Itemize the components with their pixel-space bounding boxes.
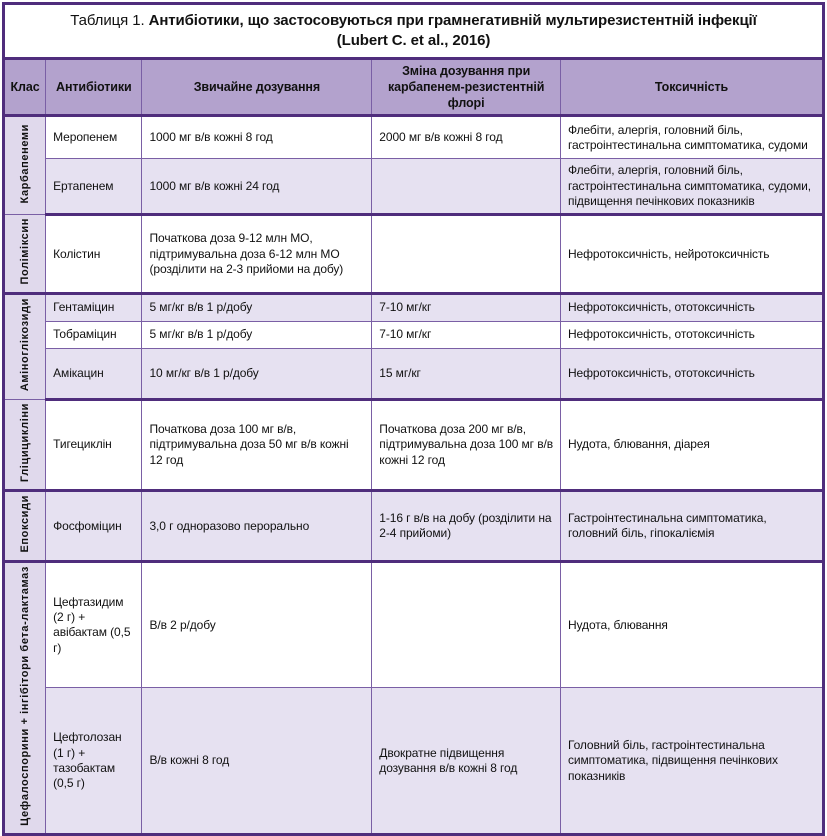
antibiotic-cell: Ертапенем bbox=[46, 159, 142, 215]
usual-dosage-cell: Початкова доза 100 мг в/в, підтримувальна доза 50 мг в/в кожні 12 год bbox=[142, 399, 372, 490]
class-cell-polymyxin bbox=[4, 215, 46, 294]
antibiotic-cell: Амікацин bbox=[46, 348, 142, 399]
resistant-dosage-cell: 2000 мг в/в кожні 8 год bbox=[372, 116, 561, 159]
table-row bbox=[4, 215, 824, 294]
table-title bbox=[4, 4, 824, 59]
usual-dosage-cell: 10 мг/кг в/в 1 р/добу bbox=[142, 348, 372, 399]
table-row bbox=[4, 294, 824, 322]
class-cell-glycylcyclines bbox=[4, 399, 46, 490]
table-row bbox=[4, 159, 824, 215]
class-cell-aminoglycosides bbox=[4, 294, 46, 400]
table-title-row bbox=[4, 4, 824, 59]
table-row bbox=[4, 321, 824, 348]
column-header-usual-dosage: Звичайне дозування bbox=[142, 59, 372, 116]
toxicity-cell: Нефротоксичність, ототоксичність bbox=[560, 321, 823, 348]
resistant-dosage-cell: 1-16 г в/в на добу (розділити на 2-4 прийоми) bbox=[372, 491, 561, 562]
class-cell-epoxides bbox=[4, 491, 46, 562]
resistant-dosage-cell bbox=[372, 562, 561, 688]
toxicity-cell: Гастроінтестинальна симптоматика, головний біль, гіпокаліємія bbox=[560, 491, 823, 562]
usual-dosage-cell: Початкова доза 9-12 млн МО, підтримувальна доза 6-12 млн МО (розділити на 2-3 прийоми на добу) bbox=[142, 215, 372, 294]
antibiotic-cell: Гентаміцин bbox=[46, 294, 142, 322]
antibiotic-cell: Тобраміцин bbox=[46, 321, 142, 348]
resistant-dosage-cell: 15 мг/кг bbox=[372, 348, 561, 399]
antibiotic-cell: Тигециклін bbox=[46, 399, 142, 490]
table-row bbox=[4, 399, 824, 490]
usual-dosage-cell: 5 мг/кг в/в 1 р/добу bbox=[142, 321, 372, 348]
toxicity-cell: Головний біль, гастроінтестинальна симптоматика, підвищення печінкових показників bbox=[560, 688, 823, 835]
antibiotic-cell: Цефтазидим (2 г) + авібактам (0,5 г) bbox=[46, 562, 142, 688]
class-label: Поліміксин bbox=[18, 218, 31, 285]
class-cell-carbapenems bbox=[4, 116, 46, 215]
table-header-row bbox=[4, 59, 824, 116]
table-title-prefix: Таблиця 1. bbox=[70, 12, 145, 29]
table-row bbox=[4, 348, 824, 399]
column-header-class: Клас bbox=[4, 59, 46, 116]
resistant-dosage-cell bbox=[372, 159, 561, 215]
antibiotic-cell: Колістин bbox=[46, 215, 142, 294]
table-title-citation: (Lubert C. et al., 2016) bbox=[336, 32, 491, 50]
class-label: Цефалоспорини + інгібітори бета-лактамаз bbox=[18, 566, 31, 826]
toxicity-cell: Нудота, блювання bbox=[560, 562, 823, 688]
toxicity-cell: Нефротоксичність, ототоксичність bbox=[560, 294, 823, 322]
class-label: Карбапенеми bbox=[18, 123, 31, 204]
resistant-dosage-cell: Початкова доза 200 мг в/в, підтримувальна доза 100 мг в/в кожні 12 год bbox=[372, 399, 561, 490]
toxicity-cell: Флебіти, алергія, головний біль, гастроінтестинальна симптоматика, судоми, підвищення печінкових показників bbox=[560, 159, 823, 215]
antibiotic-cell: Цефтолозан (1 г) + тазобактам (0,5 г) bbox=[46, 688, 142, 835]
usual-dosage-cell: 5 мг/кг в/в 1 р/добу bbox=[142, 294, 372, 322]
table-row bbox=[4, 116, 824, 159]
toxicity-cell: Нудота, блювання, діарея bbox=[560, 399, 823, 490]
usual-dosage-cell: 3,0 г одноразово перорально bbox=[142, 491, 372, 562]
table-row bbox=[4, 491, 824, 562]
class-label: Аміноглікозиди bbox=[18, 298, 31, 392]
toxicity-cell: Флебіти, алергія, головний біль, гастроінтестинальна симптоматика, судоми bbox=[560, 116, 823, 159]
antibiotics-table bbox=[2, 2, 825, 836]
toxicity-cell: Нефротоксичність, нейротоксичність bbox=[560, 215, 823, 294]
antibiotic-cell: Фосфоміцин bbox=[46, 491, 142, 562]
class-label: Гліцицикліни bbox=[18, 402, 31, 482]
toxicity-cell: Нефротоксичність, ототоксичність bbox=[560, 348, 823, 399]
column-header-antibiotics: Антибіотики bbox=[46, 59, 142, 116]
table-row bbox=[4, 688, 824, 835]
usual-dosage-cell: 1000 мг в/в кожні 24 год bbox=[142, 159, 372, 215]
usual-dosage-cell: В/в 2 р/добу bbox=[142, 562, 372, 688]
class-cell-cephalosporins bbox=[4, 562, 46, 835]
resistant-dosage-cell: Двократне підвищення дозування в/в кожні 8 год bbox=[372, 688, 561, 835]
column-header-toxicity: Токсичність bbox=[560, 59, 823, 116]
resistant-dosage-cell: 7-10 мг/кг bbox=[372, 294, 561, 322]
table-title-main: Антибіотики, що застосовуються при грамнегативній мультирезистентній інфекції bbox=[144, 12, 757, 29]
usual-dosage-cell: 1000 мг в/в кожні 8 год bbox=[142, 116, 372, 159]
table-row bbox=[4, 562, 824, 688]
antibiotic-cell: Меропенем bbox=[46, 116, 142, 159]
resistant-dosage-cell: 7-10 мг/кг bbox=[372, 321, 561, 348]
column-header-carbapenem-resistant-dosage: Зміна дозування при карбапенем-резистентній флорі bbox=[372, 59, 561, 116]
resistant-dosage-cell bbox=[372, 215, 561, 294]
usual-dosage-cell: В/в кожні 8 год bbox=[142, 688, 372, 835]
class-label: Епоксиди bbox=[18, 495, 31, 553]
